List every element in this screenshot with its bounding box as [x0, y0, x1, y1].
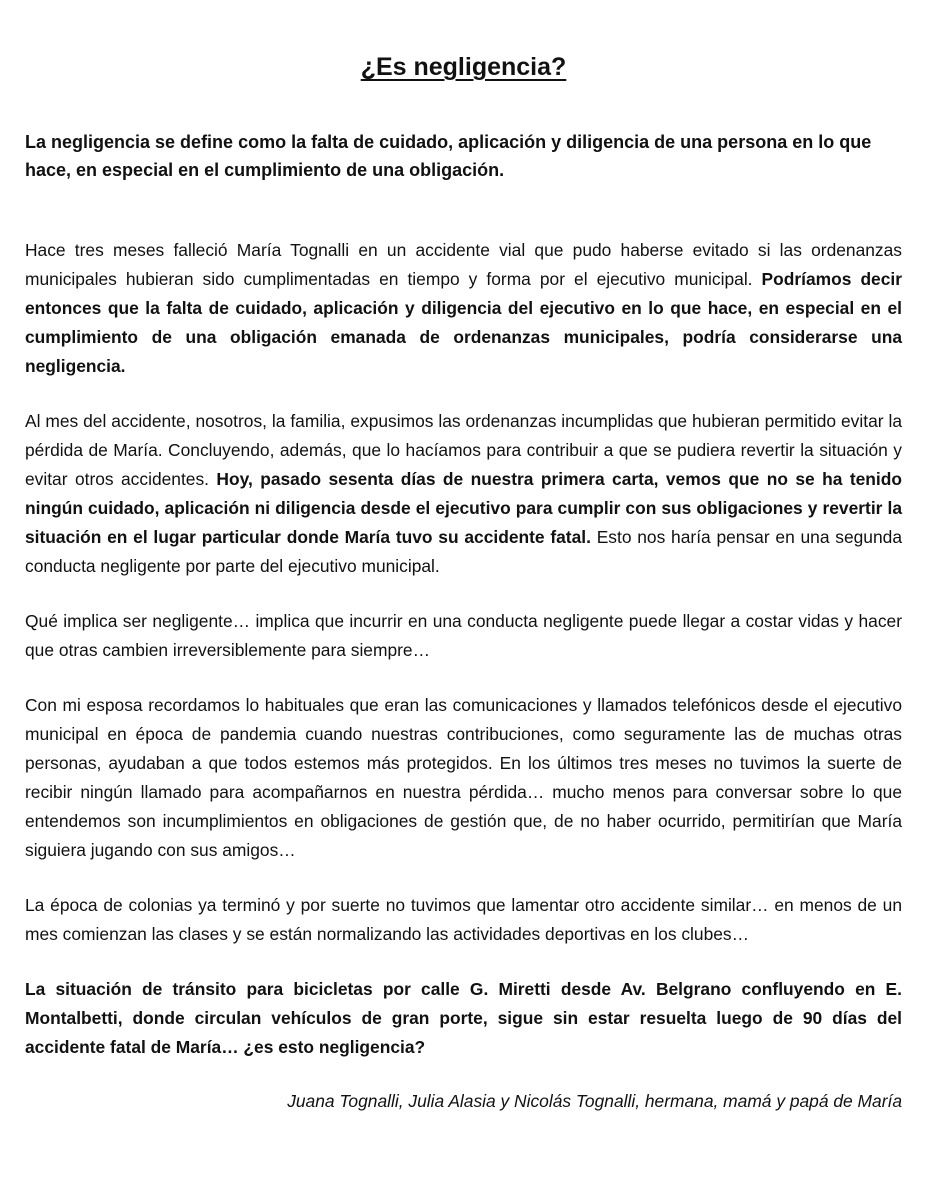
signature: Juana Tognalli, Julia Alasia y Nicolás Tognalli, hermana, mamá y papá de María: [287, 1091, 902, 1111]
title-text: ¿Es negligencia?: [360, 53, 567, 81]
definition-paragraph: La negligencia se define como la falta de cuidado, aplicación y diligencia de una persona en lo que hace, en especial en el cumplimiento de una obligación.: [25, 132, 872, 180]
paragraph-communications: Con mi esposa recordamos lo habituales que eran las comunicaciones y llamados telefónicos desde el ejecutivo municipal en época de pandemia cuando nuestras contribuciones, como seguramente las de muchas otras personas, ayudaban a que todos estemos más protegidos. En los últimos tres meses no tuvimos la suerte de recibir ningún llamado para acompañarnos en nuestra pérdida… mucho menos para conversar sobre lo que entendemos son incumplimientos en obligaciones de gestión que, de no haber ocurrido, permitirían que María siguiera jugando con sus amigos…: [25, 695, 902, 860]
paragraph-family-letter-end: Esto nos haría pensar en una segunda conducta negligente por parte del ejecutivo municipal.: [25, 527, 902, 576]
page-title: [25, 50, 902, 84]
letter-page: [25, 0, 902, 1116]
paragraph-negligence-meaning: Qué implica ser negligente… implica que incurrir en una conducta negligente puede llegar a costar vidas y hacer que otras cambien irreversiblemente para siempre…: [25, 611, 902, 660]
paragraph-accident-text: Hace tres meses falleció María Tognalli en un accidente vial que pudo haberse evitado si las ordenanzas municipales hubieran sido cumplimentadas en tiempo y forma por el ejecutivo municipal.: [25, 240, 902, 289]
paragraph-accident: [25, 236, 902, 381]
paragraph-colonias: La época de colonias ya terminó y por suerte no tuvimos que lamentar otro accidente similar… en menos de un mes comienzan las clases y se están normalizando las actividades deportivas en los clubes…: [25, 895, 902, 944]
paragraph-accident-emphasis: Podríamos decir entonces que la falta de cuidado, aplicación y diligencia del ejecutivo en lo que hace, en especial en el cumplimiento de una obligación emanada de ordenanzas municipales, podría considerarse una negligencia.: [25, 269, 903, 376]
paragraph-family-letter-text: Al mes del accidente, nosotros, la familia, expusimos las ordenanzas incumplidas que hubieran permitido evitar la pérdida de María. Concluyendo, además, que lo hacíamos para contribuir a que se pudiera revertir la situación y evitar otros accidentes.: [25, 411, 902, 489]
paragraph-family-letter: [25, 407, 902, 581]
closing-paragraph: La situación de tránsito para bicicletas por calle G. Miretti desde Av. Belgrano confluyendo en E. Montalbetti, donde circulan vehículos de gran porte, sigue sin estar resuelta luego de 90 días del accidente fatal de María… ¿es esto negligencia?: [25, 979, 902, 1057]
paragraph-family-letter-emphasis: Hoy, pasado sesenta días de nuestra primera carta, vemos que no se ha tenido ningún cuidado, aplicación ni diligencia desde el ejecutivo para cumplir con sus obligaciones y revertir la situación en el lugar particular donde María tuvo su accidente fatal.: [25, 469, 903, 547]
